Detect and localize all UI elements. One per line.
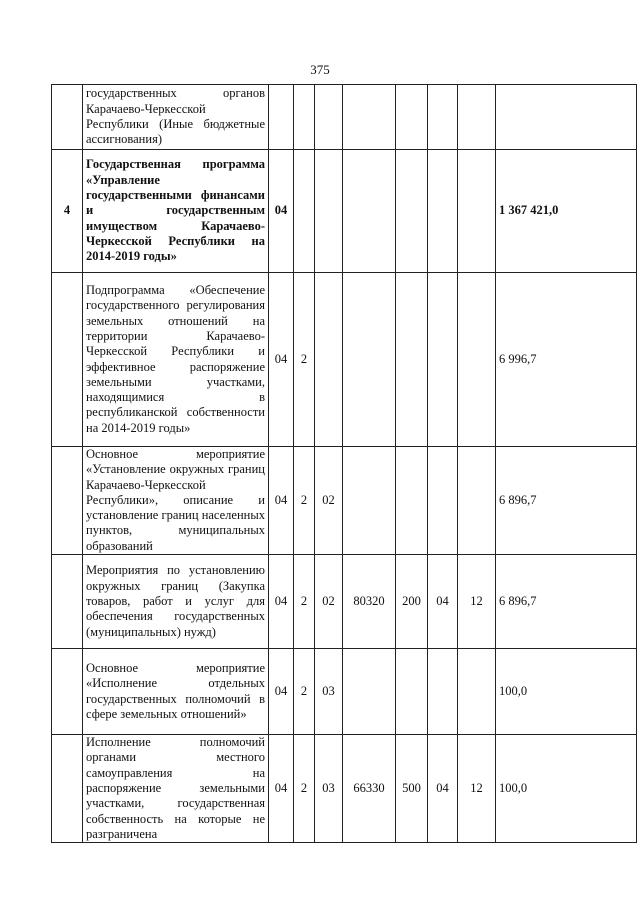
code-division: 04: [428, 555, 458, 649]
budget-table: [51, 84, 637, 843]
code-subdivision: [458, 447, 496, 555]
row-number: [52, 735, 83, 843]
code-event: [315, 85, 343, 150]
code-subdivision: [458, 85, 496, 150]
code-direction: 66330: [343, 735, 396, 843]
table-row: [52, 555, 637, 649]
row-sum: 6 996,7: [496, 273, 637, 447]
code-section: [269, 85, 294, 150]
row-name: Подпрограмма «Обеспечение государственного регулирования земельных отношений на территории Карачаево-Черкесской Республики и эффективное распоряжение земельными участками, находящимися в республиканской собственности на 2014-2019 годы»: [83, 273, 269, 447]
code-subprogram: 2: [294, 649, 315, 735]
code-event: 03: [315, 649, 343, 735]
table-row: [52, 273, 637, 447]
table-row: [52, 447, 637, 555]
row-sum: 6 896,7: [496, 447, 637, 555]
row-sum: [496, 85, 637, 150]
code-subdivision: 12: [458, 555, 496, 649]
code-expense-type: [396, 150, 428, 273]
code-direction: [343, 85, 396, 150]
table-row: [52, 150, 637, 273]
row-name: Мероприятия по установлению окружных границ (Закупка товаров, работ и услуг для обеспечения государственных (муниципальных) нужд): [83, 555, 269, 649]
row-sum: 6 896,7: [496, 555, 637, 649]
row-number: [52, 447, 83, 555]
code-event: [315, 273, 343, 447]
code-expense-type: 500: [396, 735, 428, 843]
code-section: 04: [269, 735, 294, 843]
code-subdivision: [458, 150, 496, 273]
code-expense-type: [396, 447, 428, 555]
row-name: Основное мероприятие «Исполнение отдельных государственных полномочий в сфере земельных отношений»: [83, 649, 269, 735]
row-number: [52, 273, 83, 447]
code-section: 04: [269, 447, 294, 555]
row-number: [52, 85, 83, 150]
code-event: [315, 150, 343, 273]
code-subprogram: [294, 150, 315, 273]
code-direction: [343, 447, 396, 555]
table-row: [52, 649, 637, 735]
code-division: [428, 273, 458, 447]
code-division: 04: [428, 735, 458, 843]
row-name: Государственная программа «Управление государственными финансами и государственным имуществом Карачаево-Черкесской Республики на 2014-2019 годы»: [83, 150, 269, 273]
row-name: Основное мероприятие «Установление окружных границ Карачаево-Черкесской Республики», описание и установление границ населенных пунктов, муниципальных образований: [83, 447, 269, 555]
row-number: [52, 555, 83, 649]
code-expense-type: [396, 649, 428, 735]
code-section: 04: [269, 273, 294, 447]
code-subprogram: [294, 85, 315, 150]
code-subdivision: [458, 649, 496, 735]
code-subprogram: 2: [294, 273, 315, 447]
code-direction: [343, 150, 396, 273]
row-name: Исполнение полномочий органами местного самоуправления на распоряжение земельными участками, государственная собственность на которые не разграничена: [83, 735, 269, 843]
code-division: [428, 447, 458, 555]
code-expense-type: 200: [396, 555, 428, 649]
code-division: [428, 85, 458, 150]
row-name: государственных органов Карачаево-Черкесской Республики (Иные бюджетные ассигнования): [83, 85, 269, 150]
table-row: [52, 735, 637, 843]
code-direction: 80320: [343, 555, 396, 649]
row-sum: 100,0: [496, 735, 637, 843]
page-number: 375: [310, 62, 330, 77]
code-expense-type: [396, 273, 428, 447]
code-subprogram: 2: [294, 447, 315, 555]
code-event: 03: [315, 735, 343, 843]
row-number: [52, 649, 83, 735]
code-division: [428, 649, 458, 735]
code-event: 02: [315, 447, 343, 555]
code-direction: [343, 273, 396, 447]
table-row: [52, 85, 637, 150]
code-section: 04: [269, 555, 294, 649]
code-section: 04: [269, 649, 294, 735]
code-subdivision: 12: [458, 735, 496, 843]
code-direction: [343, 649, 396, 735]
code-section: 04: [269, 150, 294, 273]
row-sum: 1 367 421,0: [496, 150, 637, 273]
row-number: 4: [52, 150, 83, 273]
code-event: 02: [315, 555, 343, 649]
row-sum: 100,0: [496, 649, 637, 735]
code-division: [428, 150, 458, 273]
code-subprogram: 2: [294, 555, 315, 649]
code-subprogram: 2: [294, 735, 315, 843]
code-subdivision: [458, 273, 496, 447]
code-expense-type: [396, 85, 428, 150]
